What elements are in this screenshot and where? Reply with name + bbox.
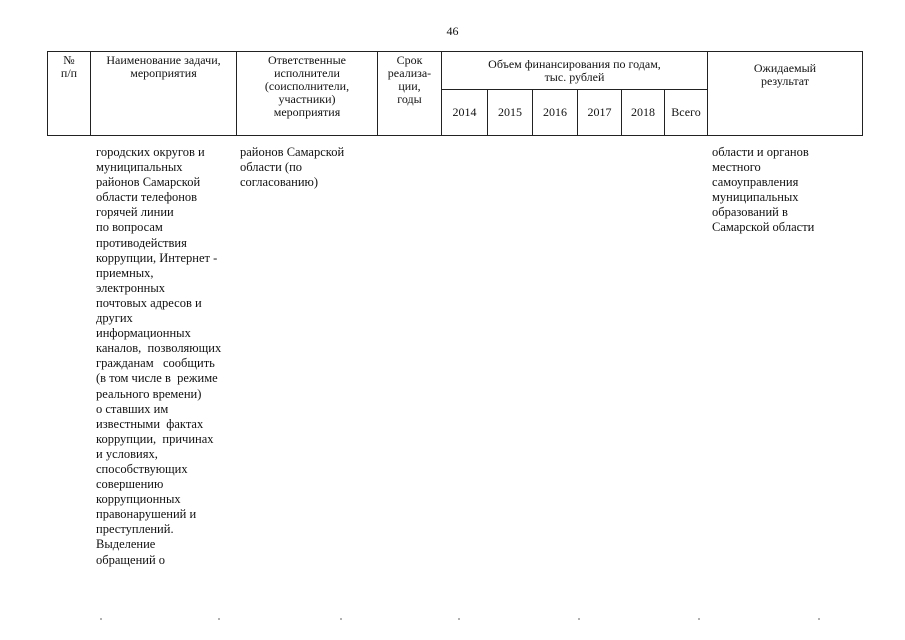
- header-term: Срок реализа- ции, годы: [378, 52, 442, 136]
- table-header: [47, 51, 863, 136]
- header-funding: Объем финансирования по годам, тыс. рублей: [442, 52, 708, 90]
- page-number: 46: [446, 24, 459, 38]
- header-year-2018: 2018: [622, 90, 665, 136]
- header-year-2017: 2017: [578, 90, 622, 136]
- header-number: № п/п: [48, 52, 91, 136]
- header-task: Наименование задачи, мероприятия: [91, 52, 237, 136]
- header-year-2014: 2014: [442, 90, 488, 136]
- expected-result-text: области и органов местного самоуправления муниципальных образований в Самарской области: [712, 145, 815, 235]
- header-executors: Ответственные исполнители (соисполнители, участники) мероприятия: [237, 52, 378, 136]
- header-year-2015: 2015: [488, 90, 533, 136]
- header-year-2016: 2016: [533, 90, 578, 136]
- header-result: Ожидаемый результат: [708, 52, 863, 136]
- executors-text: районов Самарской области (по согласованию): [240, 145, 345, 190]
- task-description: городских округов и муниципальных районов Самарской области телефонов горячей линии по вопросам противодействия коррупции, Интернет - приемных, электронных почтовых адресов и других информационных каналов, позволяющих гражданам сообщить (в том числе в режиме реального времени) о ставших им известными фактах коррупции, причинах и условиях, способствующих совершению коррупционных правонарушений и преступлений. Выделение обращений о: [96, 145, 222, 567]
- header-total: Всего: [665, 90, 708, 136]
